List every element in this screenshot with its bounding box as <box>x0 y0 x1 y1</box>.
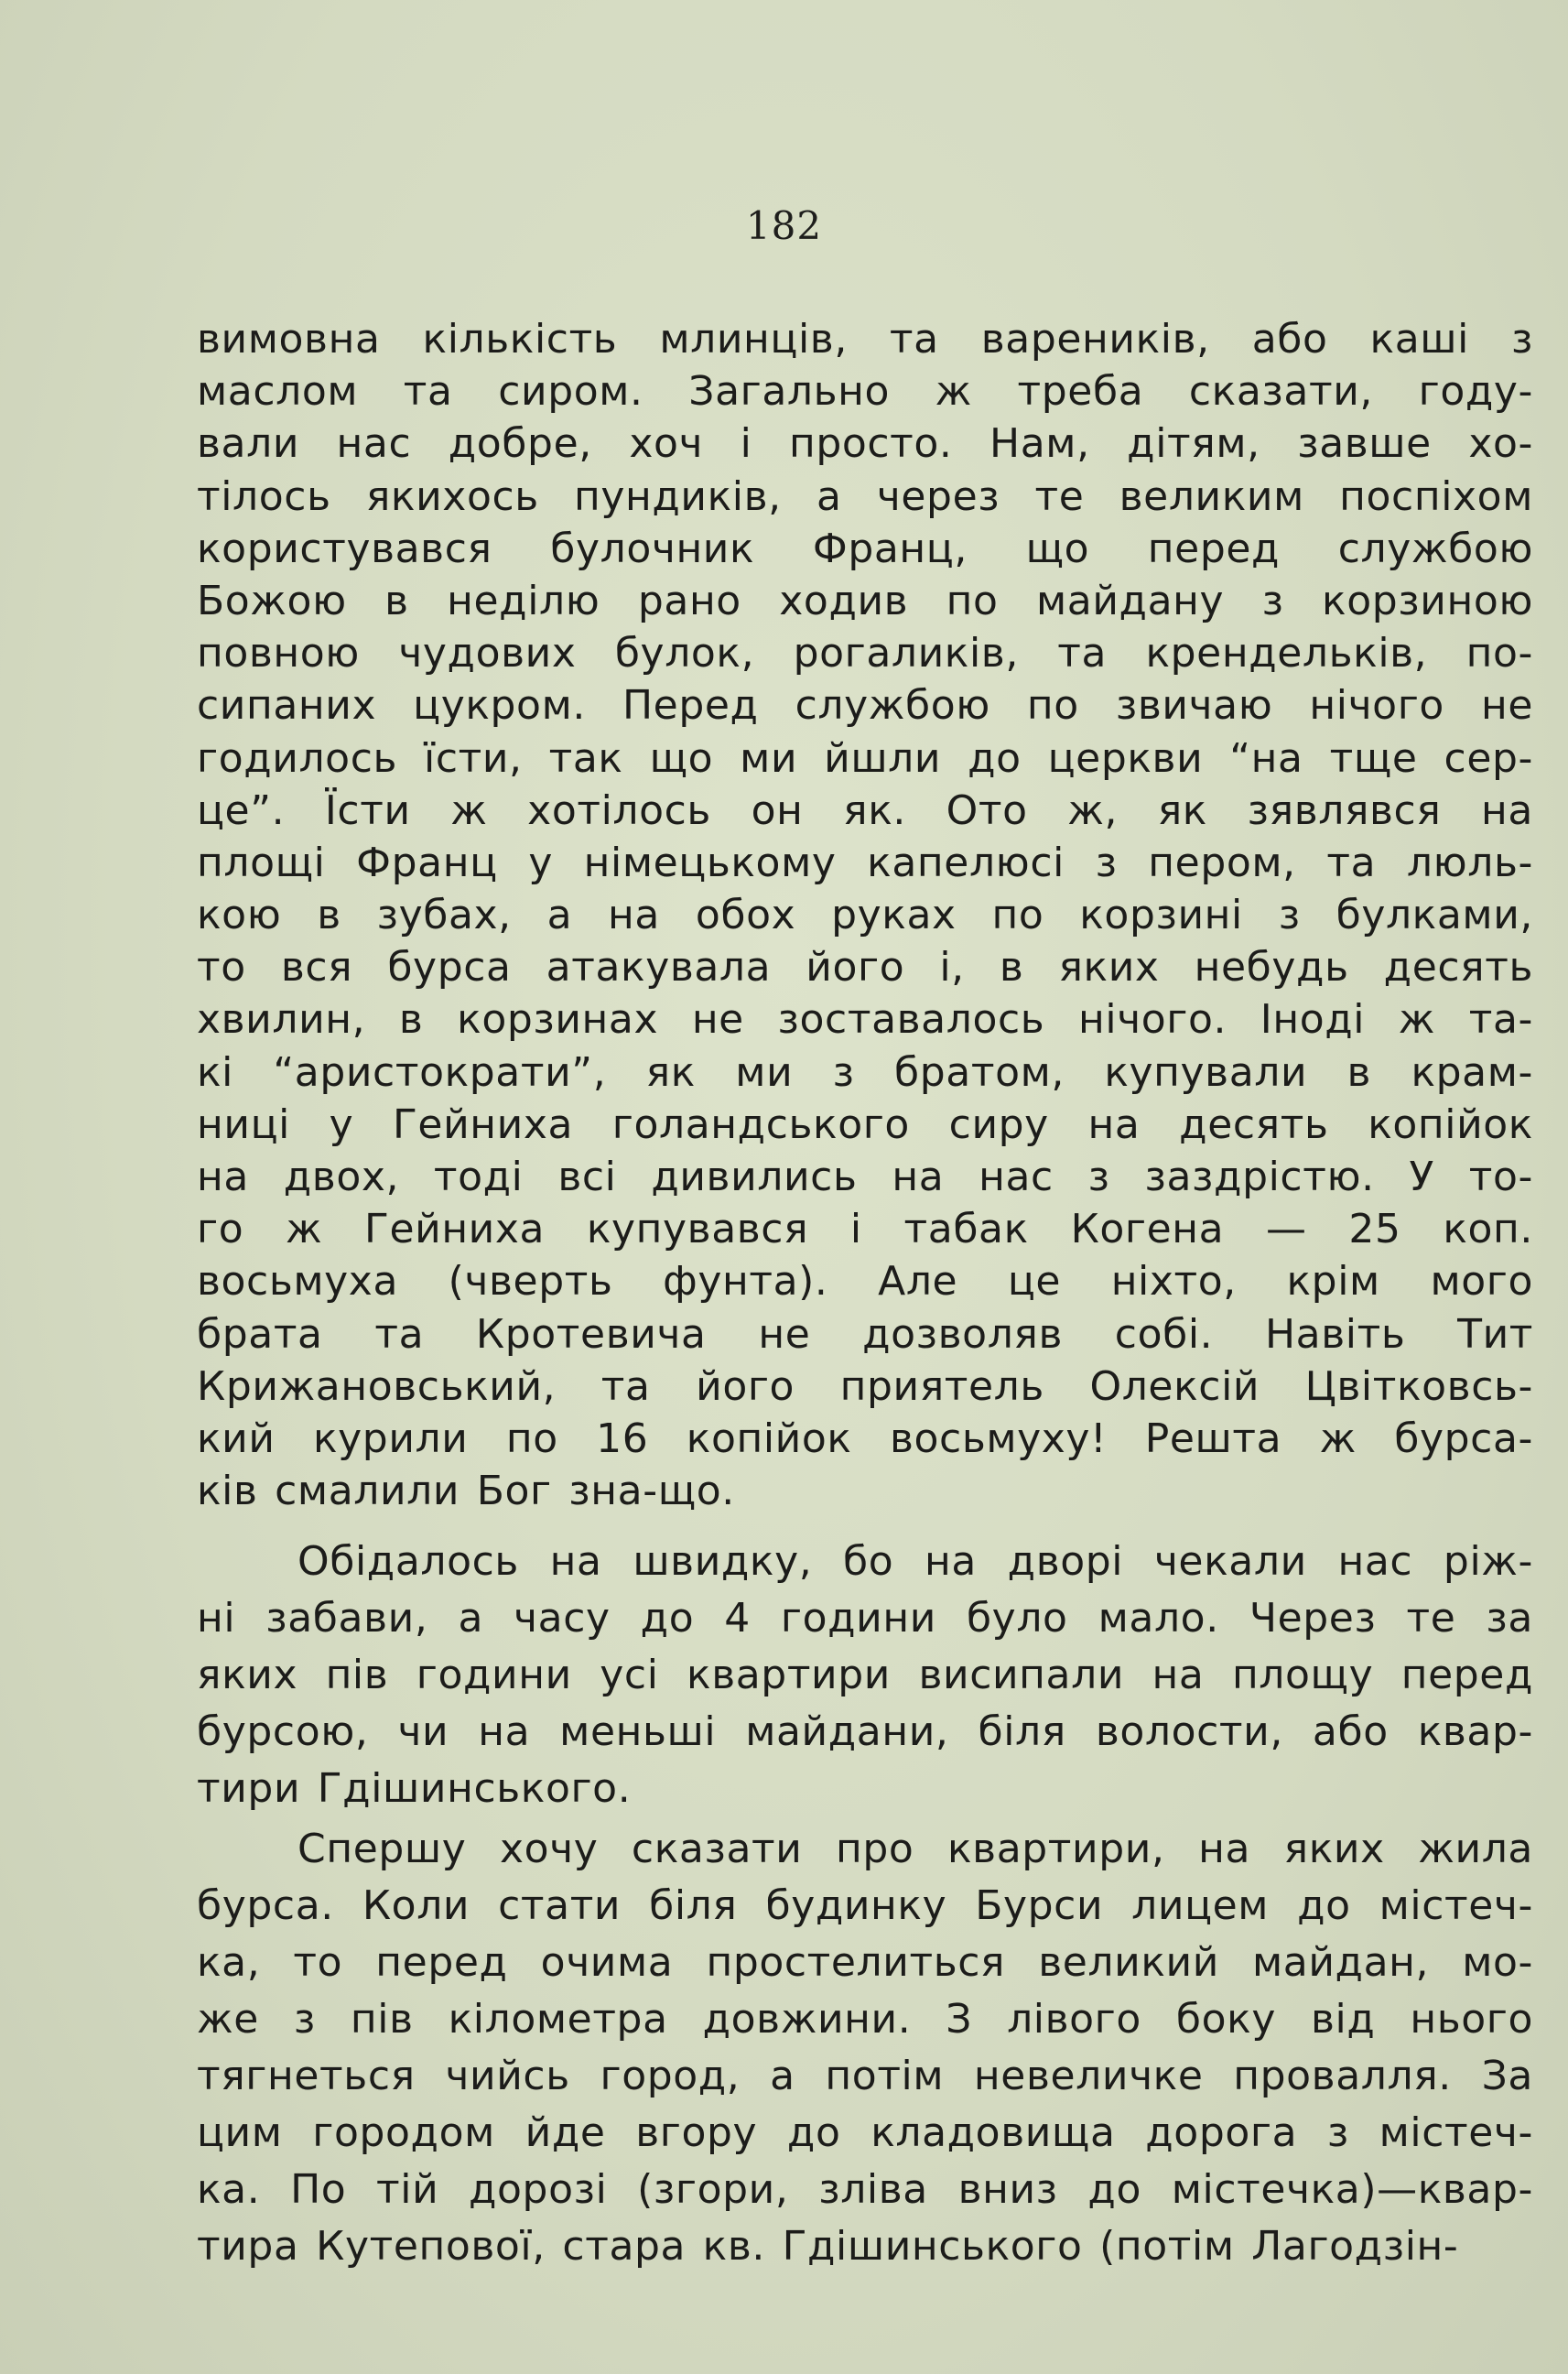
text-line: площі Франц у німецькому капелюсі з пером, та люль- <box>197 839 1533 886</box>
text-line: ків смалили Бог зна-що. <box>197 1468 735 1515</box>
body-text <box>197 313 1533 2275</box>
text-line: ні забави, а часу до 4 години було мало. Через те за <box>197 1595 1533 1642</box>
text-line: цим городом йде вгору до кладовища дорога з містеч- <box>197 2109 1533 2157</box>
text-line: користувався булочник Франц, що перед службою <box>197 525 1533 572</box>
text-line: бурсою, чи на меньші майдани, біля волости, або квар- <box>197 1708 1533 1756</box>
text-line: восьмуха (чверть фунта). Але це ніхто, крім мого <box>197 1258 1533 1306</box>
text-line: ка. По тій дорозі (згори, зліва вниз до містечка)—квар- <box>197 2166 1533 2214</box>
text-line: брата та Кротевича не дозволяв собі. Навіть Тит <box>197 1310 1533 1358</box>
text-line: вали нас добре, хоч і просто. Нам, дітям, завше хо- <box>197 420 1533 468</box>
text-line: повною чудових булок, рогаликів, та крендельків, по- <box>197 630 1533 678</box>
text-line: це”. Їсти ж хотілось он як. Ото ж, як зявлявся на <box>197 786 1533 834</box>
text-line: бурса. Коли стати біля будинку Бурси лицем до містеч- <box>197 1882 1533 1930</box>
text-line: тягнеться чийсь город, а потім невеличке провалля. За <box>197 2053 1533 2100</box>
text-line: Божою в неділю рано ходив по майдану з корзиною <box>197 577 1533 624</box>
page-number: 182 <box>745 203 823 248</box>
text-line: Спершу хочу сказати про квартири, на яких жила <box>297 1826 1533 1873</box>
text-line: годилось їсти, так що ми йшли до церкви “на тще сер- <box>197 734 1533 782</box>
text-line: яких пів години усі квартири висипали на площу перед <box>197 1652 1533 1699</box>
text-line: Обідалось на швидку, бо на дворі чекали нас ріж- <box>297 1538 1533 1586</box>
text-line: ка, то перед очима простелиться великий майдан, мо- <box>197 1939 1533 1987</box>
text-line: кою в зубах, а на обох руках по корзині з булками, <box>197 892 1533 939</box>
paragraph-3 <box>197 1821 1533 2275</box>
text-line: маслом та сиром. Загально ж треба сказати, году- <box>197 368 1533 416</box>
paragraph-1 <box>197 313 1533 1517</box>
text-line: тілось якихось пундиків, а через те великим поспіхом <box>197 472 1533 520</box>
text-line: ниці у Гейниха голандського сиру на десять копійок <box>197 1100 1533 1148</box>
paragraph-2 <box>197 1534 1533 1817</box>
text-line: сипаних цукром. Перед службою по звичаю нічого не <box>197 682 1533 730</box>
text-line: кі “аристократи”, як ми з братом, купували в крам- <box>197 1048 1533 1096</box>
text-line: го ж Гейниха купувався і табак Когена — 25 коп. <box>197 1206 1533 1253</box>
text-line: на двох, тоді всі дивились на нас з заздрістю. У то- <box>197 1154 1533 1200</box>
text-line: тири Гдішинського. <box>197 1765 632 1813</box>
text-line: кий курили по 16 копійок восьмуху! Решта ж бурса- <box>197 1415 1533 1462</box>
text-line: же з пів кілометра довжини. З лівого боку від нього <box>197 1996 1533 2043</box>
text-line: тира Кутепової, стара кв. Гдішинського (потім Лагодзін- <box>197 2223 1459 2271</box>
text-line: то вся бурса атакувала його і, в яких небудь десять <box>197 944 1533 992</box>
text-line: вимовна кількість млинців, та вареників, або каші з <box>197 316 1533 363</box>
text-line: хвилин, в корзинах не зоставалось нічого. Іноді ж та- <box>197 996 1533 1044</box>
text-line: Крижановський, та його приятель Олексій Цвітковсь- <box>197 1362 1533 1410</box>
